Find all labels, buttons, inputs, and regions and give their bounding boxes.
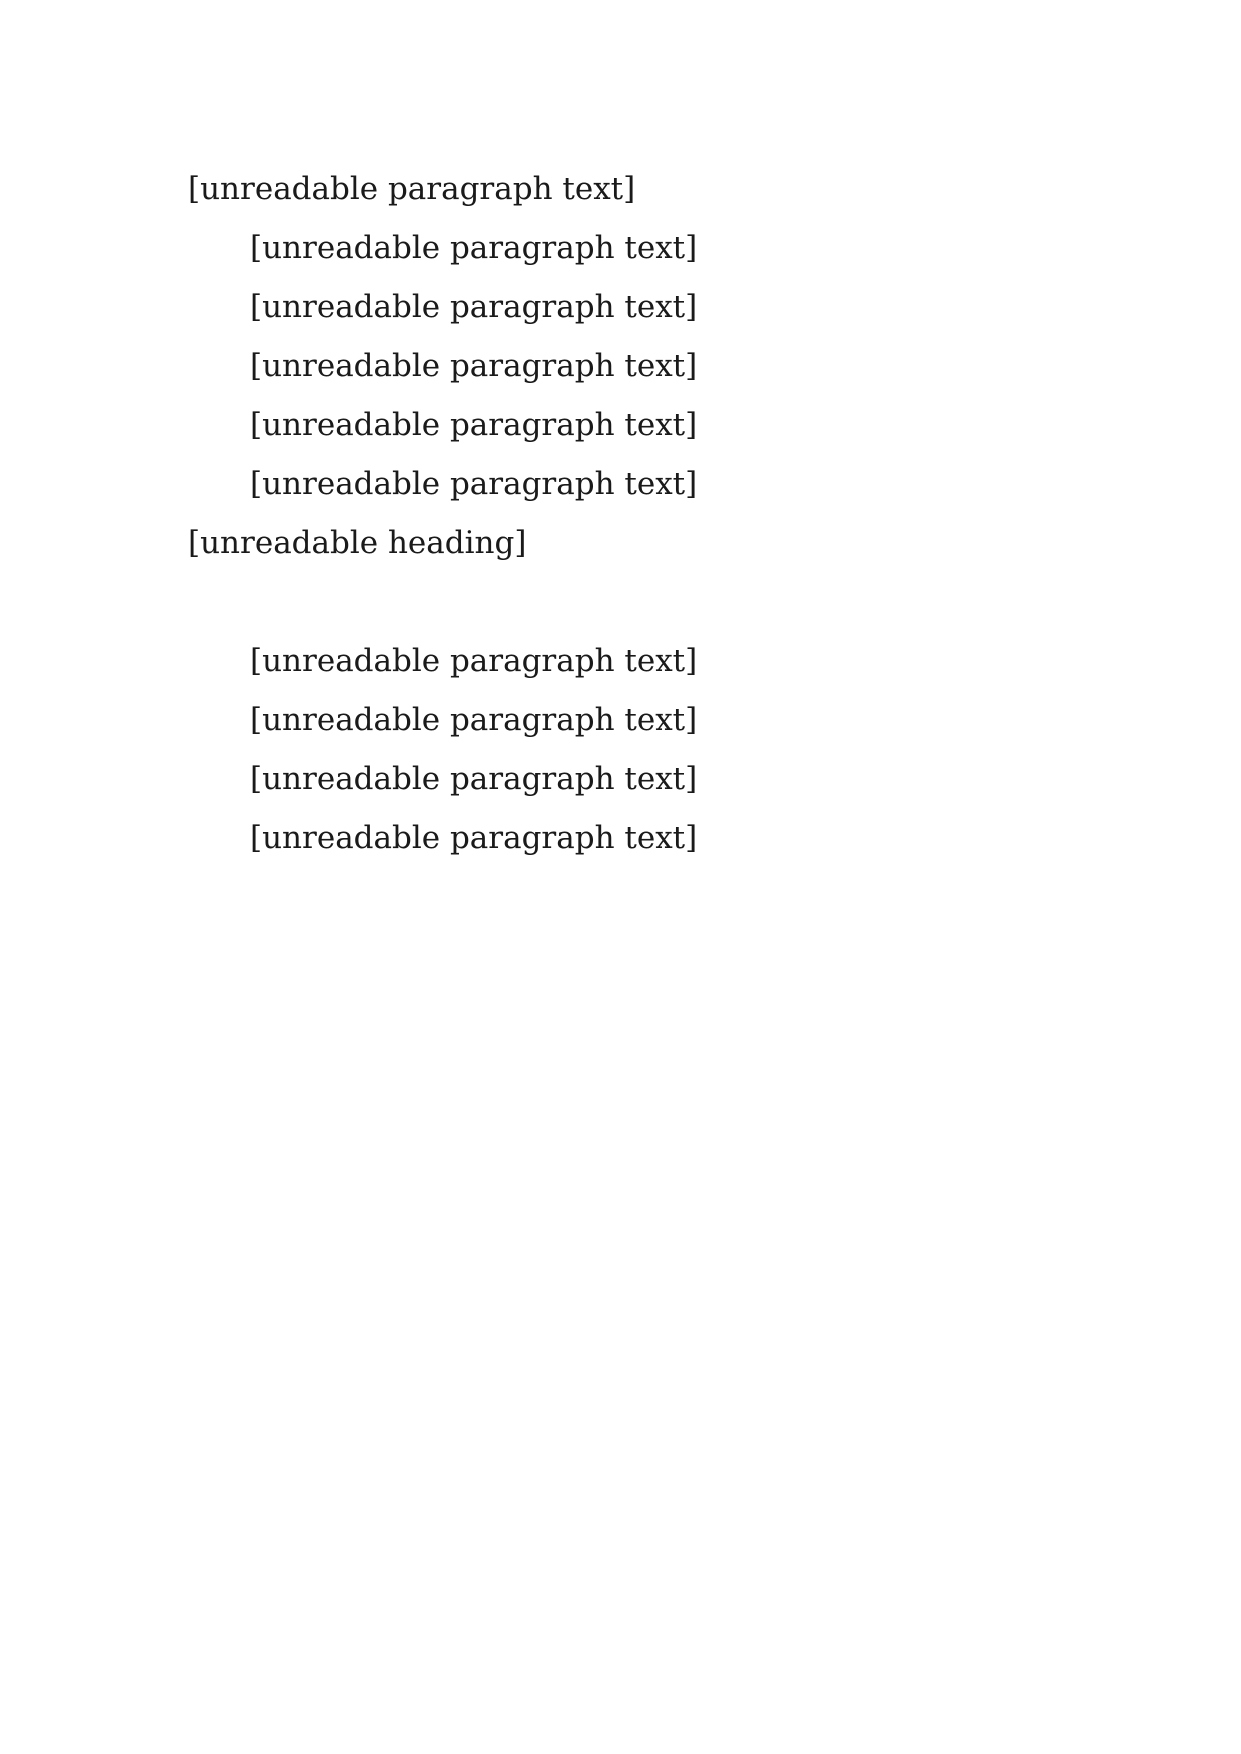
paragraph: [unreadable paragraph text] [250, 761, 698, 797]
paragraph: [unreadable paragraph text] [250, 820, 698, 856]
section-spacer [188, 573, 1058, 632]
paragraph: [unreadable paragraph text] [250, 466, 698, 502]
paragraph: [unreadable paragraph text] [250, 230, 698, 266]
section-heading: [unreadable heading] [188, 525, 527, 561]
paragraph: [unreadable paragraph text] [250, 702, 698, 738]
paragraph: [unreadable paragraph text] [250, 407, 698, 443]
paragraph: [unreadable paragraph text] [250, 643, 698, 679]
document-body [188, 160, 1058, 868]
paragraph: [unreadable paragraph text] [250, 348, 698, 384]
paragraph-continued: [unreadable paragraph text] [188, 171, 636, 207]
paragraph: [unreadable paragraph text] [250, 289, 698, 325]
